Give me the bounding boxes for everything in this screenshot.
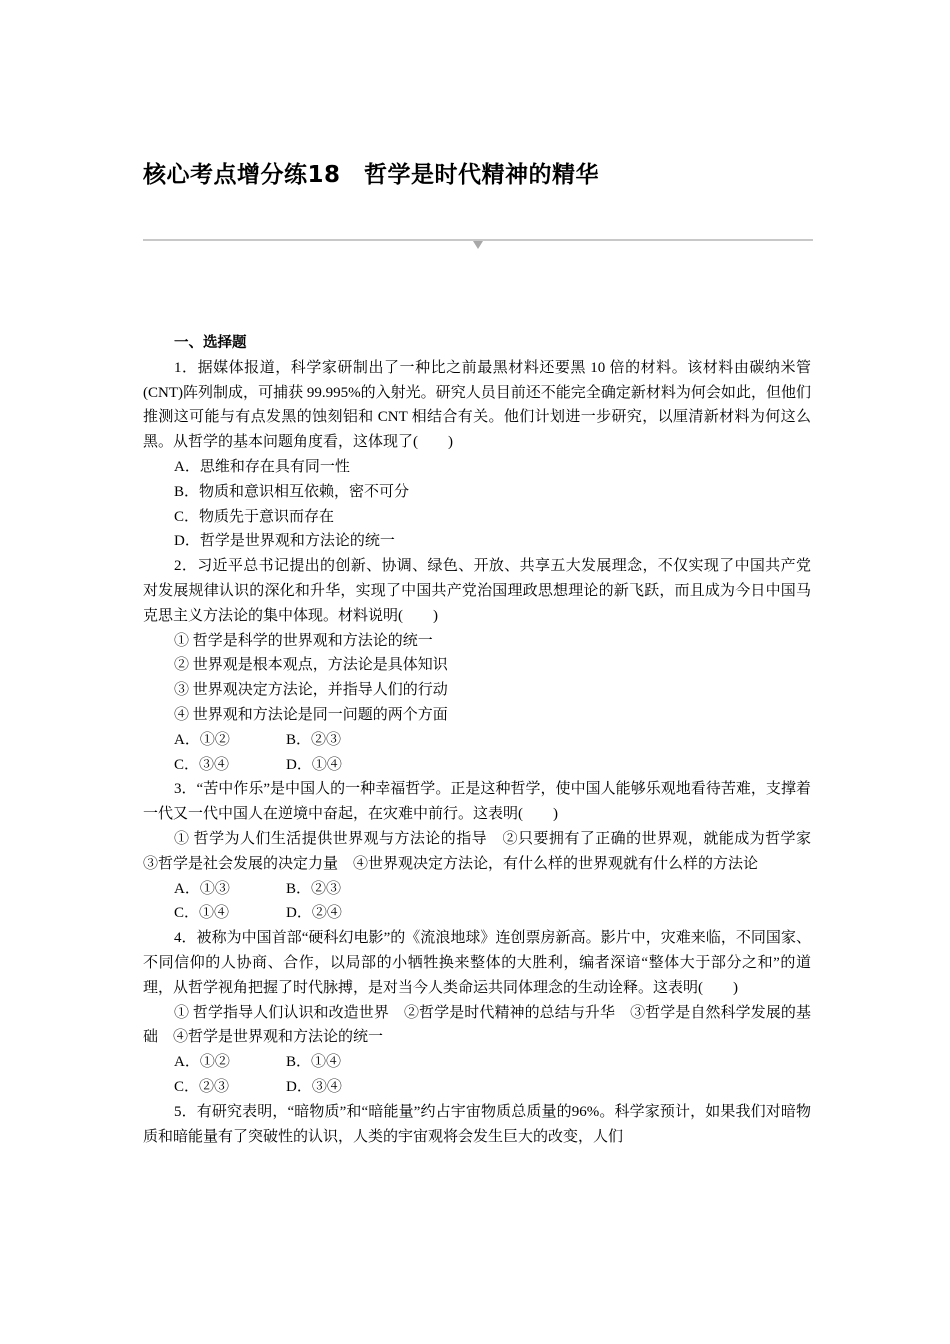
question-4-option-d: D．③④ (286, 1078, 342, 1095)
question-2-options-row-2 (143, 753, 811, 778)
question-1-option-b: B．物质和意识相互依赖，密不可分 (174, 483, 410, 500)
question-3-option-b: B．②③ (286, 880, 342, 897)
question-2-statement-4: ④ 世界观和方法论是同一问题的两个方面 (174, 706, 448, 723)
section-heading: 一、选择题 (174, 335, 247, 351)
question-2-statement-1: ① 哲学是科学的世界观和方法论的统一 (174, 632, 433, 649)
question-3-option-a: A．①③ (174, 880, 230, 897)
question-3-options-row-1 (143, 877, 811, 902)
question-3-statements: ① 哲学为人们生活提供世界观与方法论的指导 ②只要拥有了正确的世界观，就能成为哲学家 ③哲学是社会发展的决定力量 ④世界观决定方法论，有什么样的世界观就有什么样的方法论 (143, 830, 827, 872)
question-2-statement-3: ③ 世界观决定方法论，并指导人们的行动 (174, 682, 448, 699)
question-4-options-row-2 (143, 1075, 811, 1100)
question-4-option-a: A．①② (174, 1054, 230, 1071)
question-3-option-d: D．②④ (286, 905, 342, 922)
question-2-option-b: B．②③ (286, 731, 342, 748)
question-4-stem: 4．被称为中国首部“硬科幻电影”的《流浪地球》连创票房新高。影片中，灾难来临，不同国家、不同信仰的人协商、合作，以局部的小牺牲换来整体的大胜利，编者深谙“整体大于部分之和”的道理，从哲学视角把握了时代脉搏，是对当今人类命运共同体理念的生动诠释。这表明( ) (143, 930, 811, 996)
question-4-statements: ① 哲学指导人们认识和改造世界 ②哲学是时代精神的总结与升华 ③哲学是自然科学发展的基础 ④哲学是世界观和方法论的统一 (143, 1004, 811, 1046)
question-3-options-row-2 (143, 901, 811, 926)
question-3-stem: 3．“苦中作乐”是中国人的一种幸福哲学。正是这种哲学，使中国人能够乐观地看待苦难，支撑着一代又一代中国人在逆境中奋起，在灾难中前行。这表明( ) (143, 781, 811, 823)
question-1-option-c: C．物质先于意识而存在 (174, 508, 335, 525)
question-2-options-row-1 (143, 728, 811, 753)
question-list (143, 331, 827, 1149)
divider-triangle-icon (473, 241, 483, 249)
question-2-option-c: C．③④ (174, 756, 230, 773)
question-2-stem: 2．习近平总书记提出的创新、协调、绿色、开放、共享五大发展理念，不仅实现了中国共产党对发展规律认识的深化和升华，实现了中国共产党治国理政思想理论的新飞跃，而且成为今日中国马克思主义方法论的集中体现。材料说明( ) (143, 558, 811, 624)
question-4-option-b: B．①④ (286, 1054, 342, 1071)
question-2-option-a: A．①② (174, 731, 230, 748)
question-1-stem: 1．据媒体报道，科学家研制出了一种比之前最黑材料还要黑 10 倍的材料。该材料由碳纳米管(CNT)阵列制成，可捕获 99.995%的入射光。研究人员目前还不能完全确定新材料为何会如此，但他们推测这可能与有点发黑的蚀刻铝和 CNT 相结合有关。他们计划进一步研究，以厘清新材料为何这么黑。从哲学的基本问题角度看，这体现了( ) (143, 359, 811, 451)
question-1-option-d: D．哲学是世界观和方法论的统一 (174, 533, 395, 550)
question-4-option-c: C．②③ (174, 1078, 230, 1095)
question-2-option-d: D．①④ (286, 756, 342, 773)
page-title: 核心考点增分练18 哲学是时代精神的精华 (143, 162, 600, 188)
question-3-option-c: C．①④ (174, 905, 230, 922)
question-5-stem: 5．有研究表明，“暗物质”和“暗能量”约占宇宙物质总质量的96%。科学家预计，如果我们对暗物质和暗能量有了突破性的认识，人类的宇宙观将会发生巨大的改变，人们 (143, 1103, 811, 1145)
question-4-options-row-1 (143, 1050, 811, 1075)
question-1-option-a: A．思维和存在具有同一性 (174, 458, 350, 475)
question-2-statement-2: ② 世界观是根本观点，方法论是具体知识 (174, 657, 448, 674)
